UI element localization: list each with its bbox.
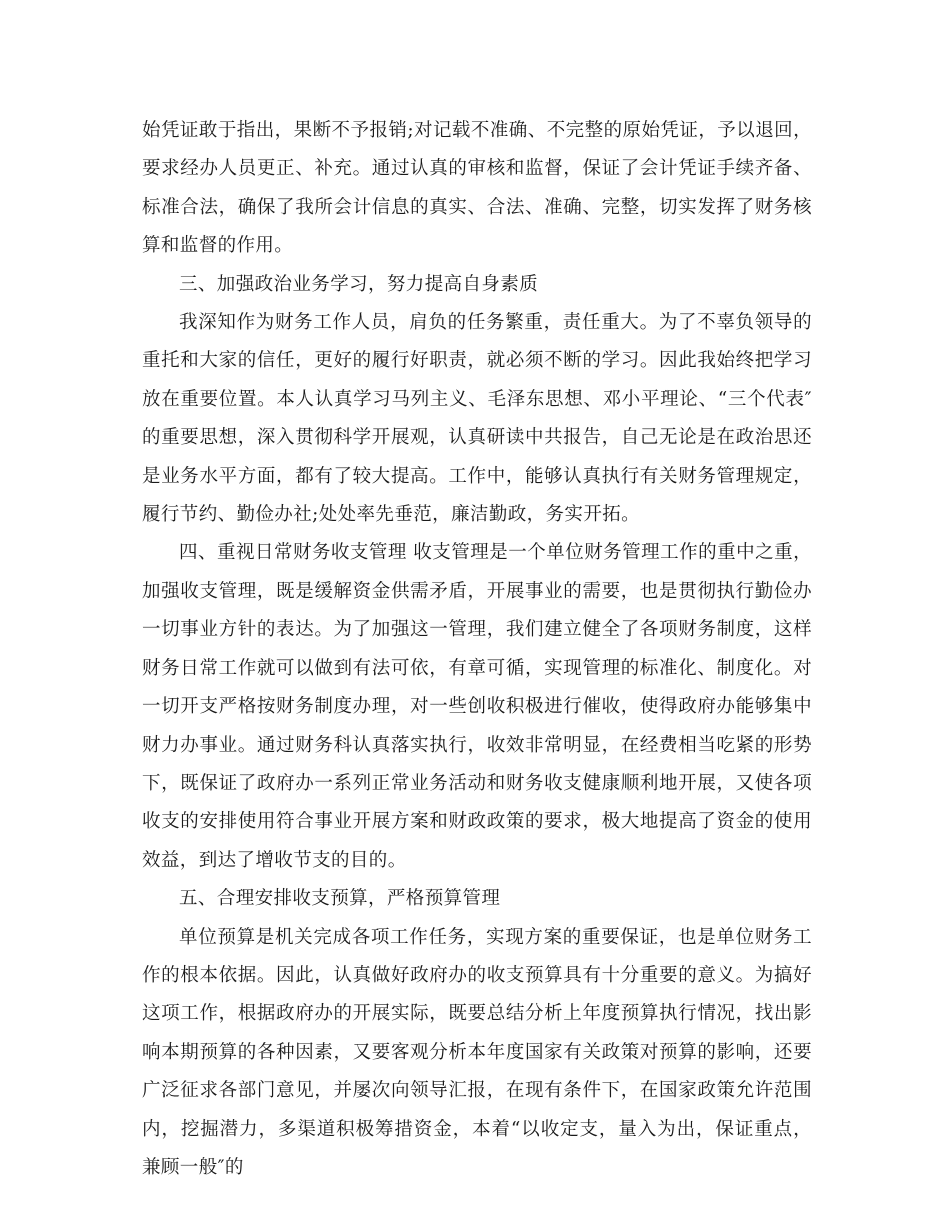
paragraph-section-four: 四、重视日常财务收支管理 收支管理是一个单位财务管理工作的重中之重，加强收支管理，既是缓解资金供需矛盾，开展事业的需要，也是贯彻执行勤俭办一切事业方针的表达。为了加强这一管理，我们建立健全了各项财务制度，这样财务日常工作就可以做到有法可依，有章可循，实现管理的标准化、制度化。对一切开支严格按财务制度办理，对一些创收积极进行催收，使得政府办能够集中财力办事业。通过财务科认真落实执行，收效非常明显，在经费相当吃紧的形势下，既保证了政府办一系列正常业务活动和财务收支健康顺利地开展，又使各项收支的安排使用符合事业开展方案和财政政策的要求，极大地提高了资金的使用效益，到达了增收节支的目的。 [142,542,812,871]
paragraph-study: 我深知作为财务工作人员，肩负的任务繁重，责任重大。为了不辜负领导的重托和大家的信任，更好的履行好职责，就必须不断的学习。因此我始终把学习放在重要位置。本人认真学习马列主义、毛泽东思想、邓小平理论、“三个代表″的重要思想，深入贯彻科学开展观，认真研读中共报告，自己无论是在政治思还是业务水平方面，都有了较大提高。工作中，能够认真执行有关财务管理规定，履行节约、勤俭办社;处处率先垂范，廉洁勤政，务实开拓。 [142,312,812,526]
paragraph-audit-conclusion: 始凭证敢于指出，果断不予报销;对记载不准确、不完整的原始凭证，予以退回，要求经办人员更正、补充。通过认真的审核和监督，保证了会计凭证手续齐备、标准合法，确保了我所会计信息的真实、合法、准确、完整，切实发挥了财务核算和监督的作用。 [142,120,812,257]
paragraph-budget: 单位预算是机关完成各项工作任务，实现方案的重要保证，也是单位财务工作的根本依据。因此，认真做好政府办的收支预算具有十分重要的意义。为搞好这项工作，根据政府办的开展实际，既要总结分析上年度预算执行情况，找出影响本期预算的各种因素，又要客观分析本年度国家有关政策对预算的影响，还要广泛征求各部门意见，并屡次向领导汇报，在现有条件下，在国家政策允许范围内，挖掘潜力，多渠道积极筹措资金，本着“以收定支，量入为出，保证重点，兼顾一般″的 [142,926,812,1178]
document-body [142,112,812,1187]
section-heading-three: 三、加强政治业务学习，努力提高自身素质 [179,273,539,295]
section-heading-five: 五、合理安排收支预算，严格预算管理 [179,888,501,910]
